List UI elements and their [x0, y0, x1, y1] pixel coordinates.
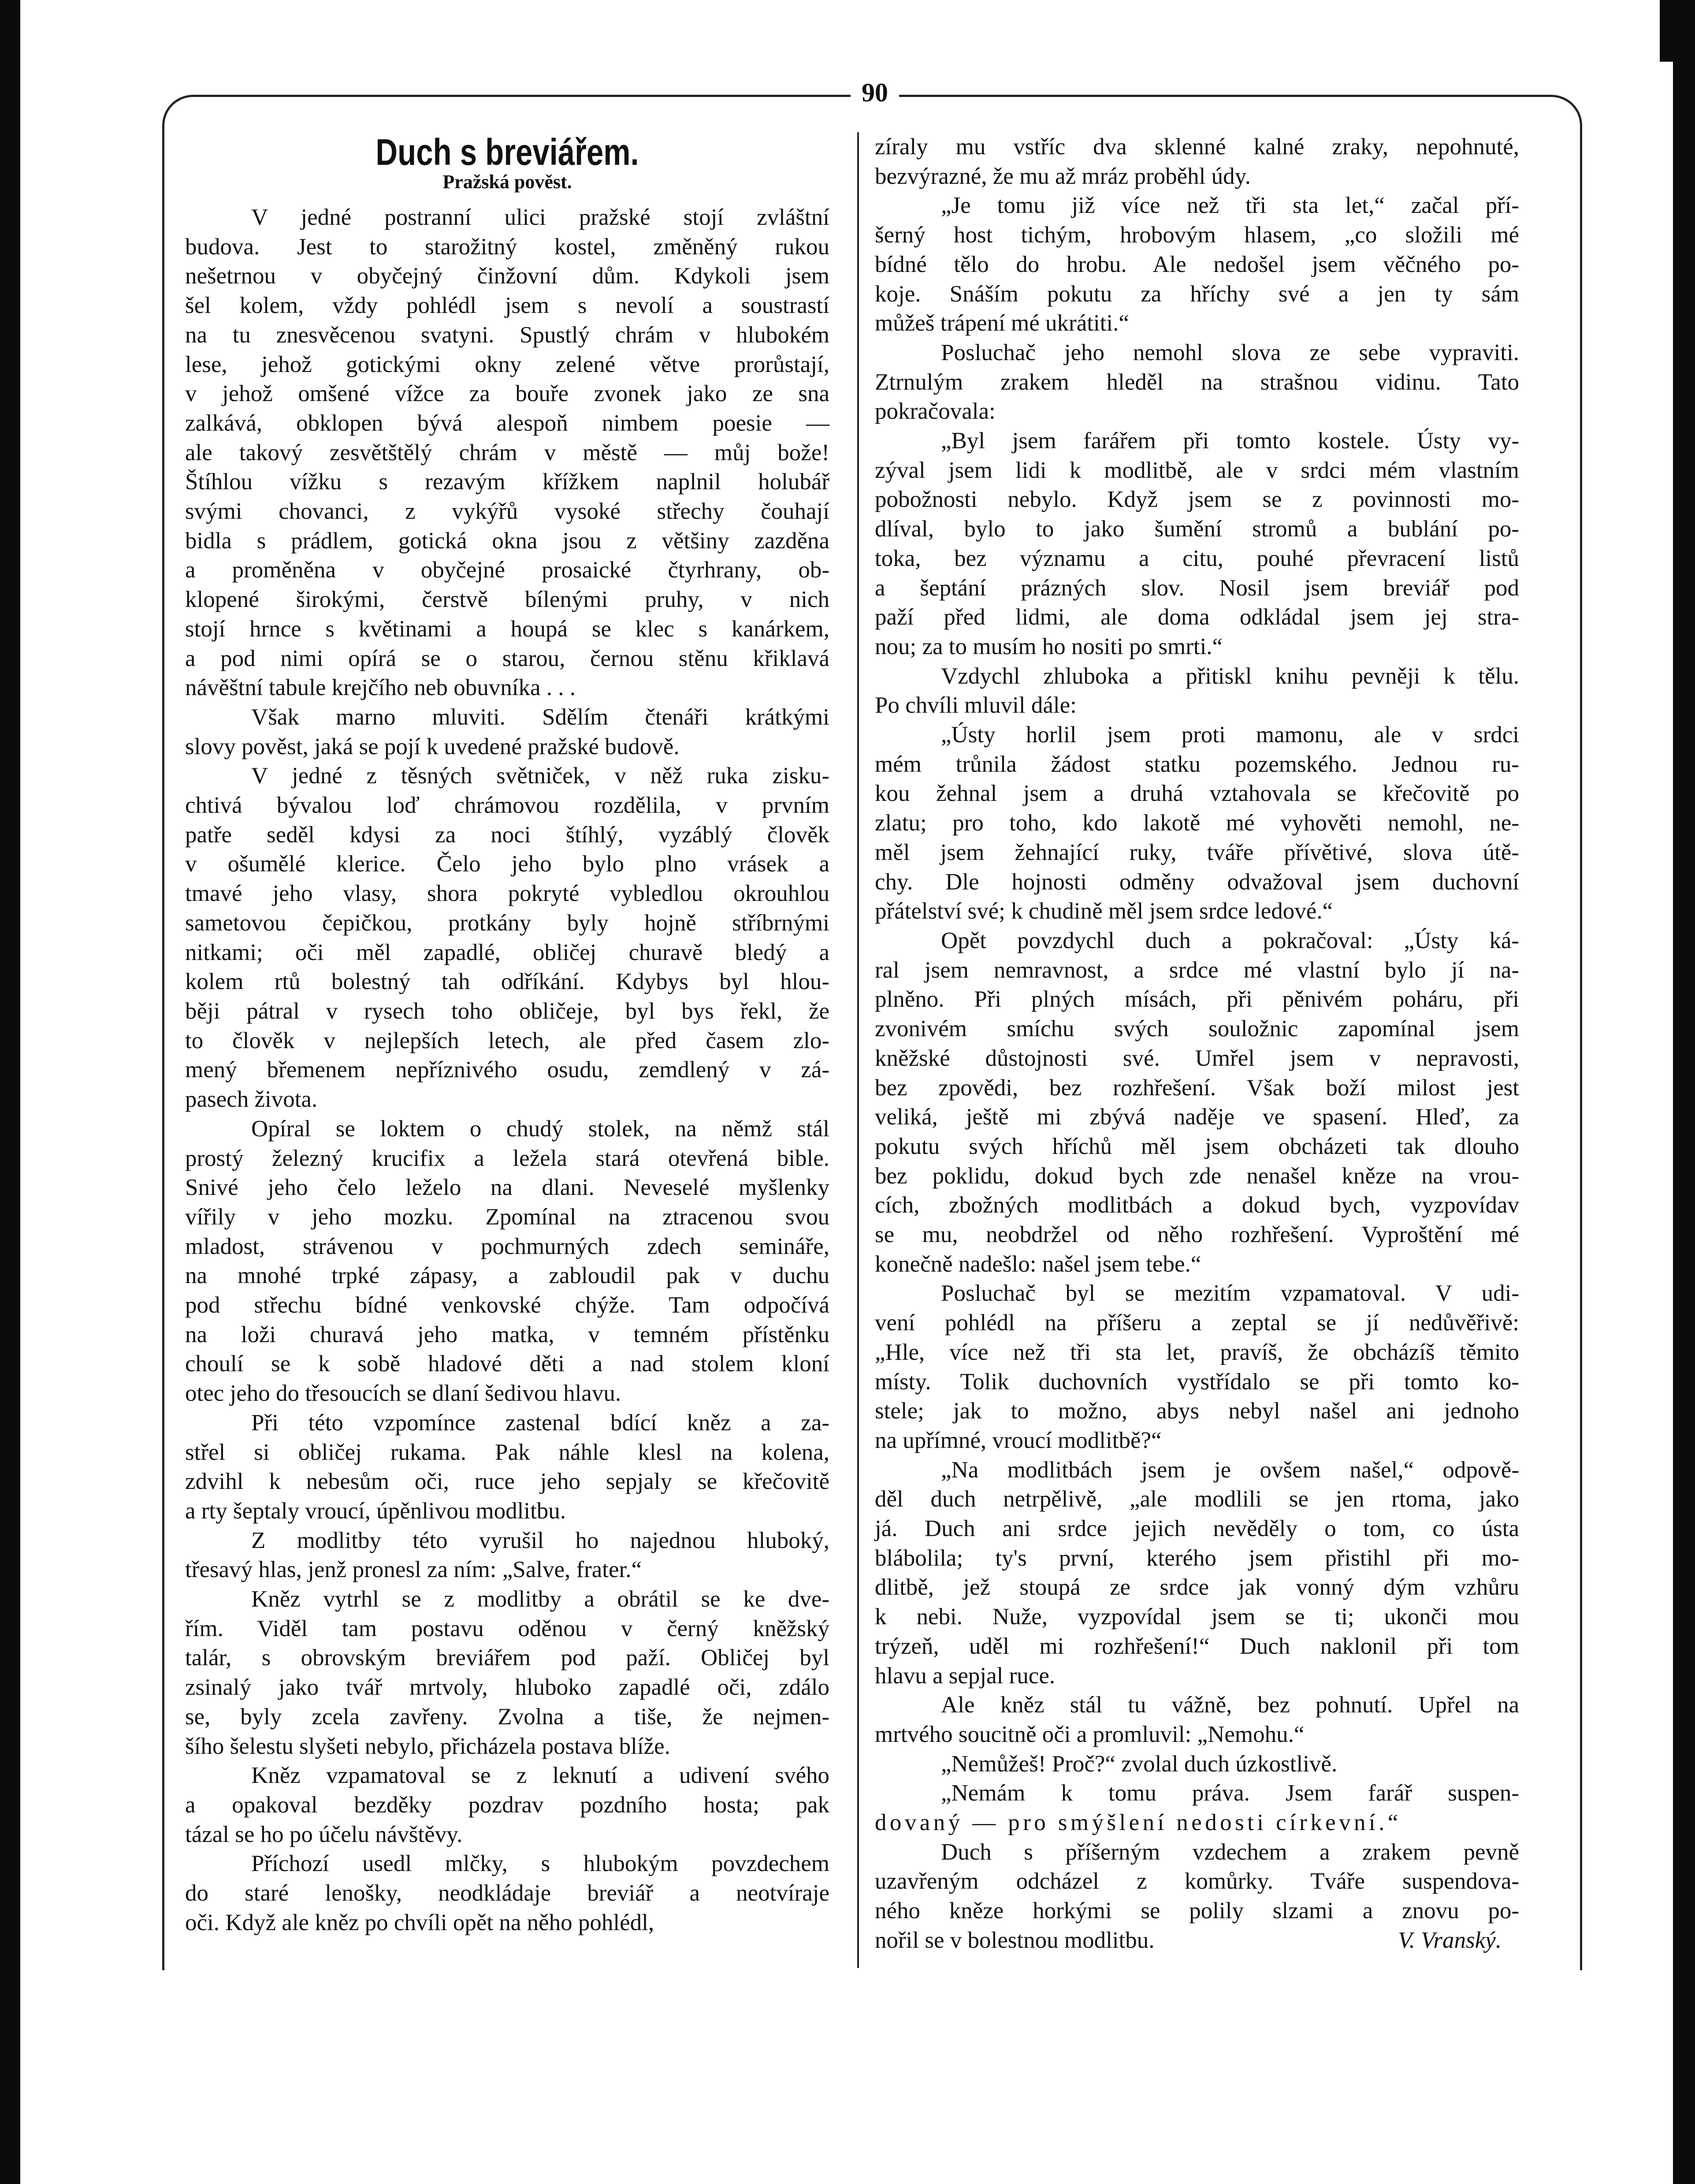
paragraph — [875, 426, 1519, 662]
text-line: běji pátral v rysech toho obličeje, byl bys řekl, že — [185, 998, 829, 1024]
text-line: v jehož omšené vížce za bouře zvonek jako ze sna — [185, 381, 829, 407]
text-line: Po chvíli mluvil dále: — [875, 692, 1077, 718]
paragraph — [875, 338, 1519, 426]
text-line: otec jeho do třesoucích se dlaní šedivou hlavu. — [185, 1380, 621, 1406]
paragraph — [185, 1408, 829, 1526]
paragraph — [185, 1761, 829, 1849]
text-line: a opakoval bezděky pozdrav pozdního hosta; pak — [185, 1792, 829, 1818]
text-line: stele; jak to možno, abys nebyl našel ani jednoho — [875, 1398, 1519, 1424]
right-column-text — [875, 132, 1519, 1955]
scan-border-right — [1673, 0, 1695, 2184]
text-line: šerný host tichým, hrobovým hlasem, „co složili mé — [875, 222, 1519, 248]
text-line: do staré lenošky, neodkládaje breviář a neotvíraje — [185, 1880, 829, 1906]
left-column — [185, 132, 829, 1937]
text-line: veliká, ještě mi zbývá naděje ve spasení. Hleď, za — [875, 1104, 1519, 1130]
text-line: mém trůnila žádost statku pozemského. Jednou ru- — [875, 751, 1519, 777]
author-signature: V. Vranský. — [1398, 1927, 1502, 1953]
text-line: střel si obličej rukama. Pak náhle klesl na kolena, — [185, 1439, 829, 1465]
text-line: nitkami; oči měl zapadlé, obličej churavě bledý a — [185, 939, 829, 965]
text-line: Kněz vytrhl se z modlitby a obrátil se ke dve- — [251, 1586, 829, 1612]
text-line: nešetrnou v obyčejný činžovní dům. Kdykoli jsem — [185, 263, 829, 289]
text-line: klopené širokými, čerstvě bílenými pruhy, v nich — [185, 587, 829, 613]
text-line: „Nemám k tomu práva. Jsem farář suspen- — [941, 1780, 1519, 1806]
text-line: zalkává, obklopen bývá alespoň nimbem poesie — — [185, 410, 829, 436]
text-line: můžeš trápení mé ukrátiti.“ — [875, 310, 1129, 336]
paragraph — [185, 1849, 829, 1937]
text-line: nou; za to musím ho nositi po smrti.“ — [875, 633, 1223, 659]
text-line: nořil se v bolestnou modlitbu. — [875, 1927, 1155, 1953]
scan-corner-top-right — [1660, 0, 1695, 62]
paragraph — [185, 1114, 829, 1408]
text-line: zvonivém smíchu svých souložnic zapomínal jsem — [875, 1016, 1519, 1042]
right-column — [875, 132, 1519, 1955]
text-line: Ale kněz stál tu vážně, bez pohnutí. Upřel na — [941, 1692, 1519, 1718]
text-line: kolem rtů bolestný tah odříkání. Kdybys byl hlou- — [185, 969, 829, 995]
text-line: se, byly zcela zavřeny. Zvolna a tiše, že nejmen- — [185, 1704, 829, 1730]
text-line: sametovou čepičkou, protkány byly hojně stříbrnými — [185, 910, 829, 936]
paragraph — [185, 703, 829, 761]
text-line: „Na modlitbách jsem je ovšem našel,“ odpově- — [941, 1457, 1519, 1483]
text-line: zsinalý jako tvář mrtvoly, hluboko zapadlé oči, zdálo — [185, 1674, 829, 1700]
text-line: svými chovanci, z vykýřů vysoké střechy čouhají — [185, 499, 829, 525]
paragraph — [875, 662, 1519, 720]
text-line: pobožnosti nebylo. Když jsem se z povinnosti mo- — [875, 487, 1519, 513]
text-line: Vzdychl zhluboka a přitiskl knihu pevněji k tělu. — [941, 663, 1519, 689]
text-line: pod střechu bídné venkovské chýže. Tam odpočívá — [185, 1292, 829, 1318]
text-line: hlavu a sepjal ruce. — [875, 1663, 1056, 1689]
text-line: vířily v jeho mozku. Zpomínal na ztracenou svou — [185, 1204, 829, 1230]
paragraph — [875, 926, 1519, 1279]
text-line: kou žehnal jsem a druhá vztahovala se křečovitě po — [875, 781, 1519, 807]
text-line: tázal se ho po účelu návštěvy. — [185, 1821, 463, 1847]
text-line: řím. Viděl tam postavu oděnou v černý kněžský — [185, 1615, 829, 1641]
text-line: místy. Tolik duchovních vystřídalo se při tomto ko- — [875, 1369, 1519, 1395]
text-line: budova. Jest to starožitný kostel, změněný rukou — [185, 234, 829, 260]
text-line: Z modlitby této vyrušil ho najednou hluboký, — [251, 1527, 829, 1553]
text-line: šel kolem, vždy pohlédl jsem s nevolí a soustrastí — [185, 293, 829, 319]
text-line: bídné tělo do hrobu. Ale nedošel jsem věčného po- — [875, 251, 1519, 277]
text-line: „Hle, více než tři sta let, pravíš, že obcházíš těmito — [875, 1339, 1519, 1365]
text-line: Opíral se loktem o chudý stolek, na němž stál — [251, 1116, 829, 1142]
text-line: toka, bez významu a citu, pouhé převracení listů — [875, 545, 1519, 571]
paragraph — [875, 1690, 1519, 1749]
text-line: bezvýrazné, že mu až mráz proběhl údy. — [875, 163, 1251, 189]
text-line: trýzeň, uděl mi rozhřešení!“ Duch naklonil při tom — [875, 1633, 1519, 1659]
text-line: chtivá bývalou loď chrámovou rozdělila, v prvním — [185, 792, 829, 819]
text-line: a proměněna v obyčejné prosaické čtyrhrany, ob- — [185, 557, 829, 583]
text-line: k nebi. Nuže, vyzpovídal jsem se ti; ukonči mou — [875, 1604, 1519, 1630]
text-line: mladost, strávenou v pochmurných zdech semináře, — [185, 1233, 829, 1259]
text-line: Při této vzpomínce zastenal bdící kněz a za- — [251, 1410, 829, 1436]
text-line: ného kněze horkými se polily slzami a znovu po- — [875, 1898, 1519, 1924]
text-line: na tu znesvěcenou svatyni. Spustlý chrám v hlubokém — [185, 322, 829, 348]
text-line: zýval jsem lidi k modlitbě, ale v srdci mém vlastním — [875, 457, 1519, 483]
text-line: talár, s obrovským breviářem pod paží. Obličej byl — [185, 1645, 829, 1671]
paragraph — [875, 132, 1519, 191]
text-line: dovaný — pro smýšlení nedosti církevní.“ — [875, 1810, 1401, 1836]
paragraph — [875, 1778, 1519, 1837]
paragraph — [185, 761, 829, 1114]
text-line: lese, jehož gotickými okny zelené větve prorůstají, — [185, 351, 829, 377]
text-line: vení pohlédl na příšeru a zeptal se jí nedůvěřivě: — [875, 1310, 1519, 1336]
text-line: cích, zbožných modlitbách a dokud bych, vyzpovídav — [875, 1192, 1519, 1218]
text-line: uzavřeným odcházel z komůrky. Tváře suspendova- — [875, 1868, 1519, 1894]
text-line: dlitbě, jež stoupá ze srdce jak vonný dým vzhůru — [875, 1574, 1519, 1600]
text-line: to člověk v nejlepších letech, ale před časem zlo- — [185, 1027, 829, 1053]
text-line: „Ústy horlil jsem proti mamonu, ale v srdci — [941, 722, 1519, 748]
column-divider — [857, 132, 859, 1968]
text-line: děl duch netrpělivě, „ale modlili se jen rtoma, jako — [875, 1486, 1519, 1512]
text-line: na upřímné, vroucí modlitbě?“ — [875, 1427, 1162, 1453]
text-line: choulí se k sobě hladové děti a nad stolem kloní — [185, 1351, 829, 1377]
text-line: „Je tomu již více než tři sta let,“ začal pří- — [941, 193, 1519, 219]
paragraph — [875, 720, 1519, 926]
text-line: prostý železný krucifix a ležela stará otevřená bible. — [185, 1145, 829, 1171]
text-line: V jedné z těsných světniček, v něž ruka zisku- — [251, 763, 829, 789]
paragraph — [875, 1838, 1519, 1955]
paragraph — [185, 203, 829, 703]
text-line: chy. Dle hojnosti odměny odvažoval jsem duchovní — [875, 869, 1519, 895]
text-line: bez poklidu, dokud bych zde nenašel kněze na vrou- — [875, 1163, 1519, 1189]
text-line: se mu, neobdržel od něho rozhřešení. Vyproštění mé — [875, 1222, 1519, 1248]
paragraph — [185, 1585, 829, 1761]
text-line: oči. Když ale kněz po chvíli opět na něho pohlédl, — [185, 1909, 654, 1935]
text-line: tmavé jeho vlasy, shora pokryté vybledlou okrouhlou — [185, 881, 829, 907]
text-line: patře seděl kdysi za noci štíhlý, vyzáblý člověk — [185, 822, 829, 848]
text-line: Duch s příšerným vzdechem a zrakem pevně — [941, 1839, 1519, 1865]
text-line: koje. Snáším pokutu za hříchy své a jen ty sám — [875, 281, 1519, 307]
text-line: „Byl jsem farářem při tomto kostele. Ústy vy- — [941, 428, 1519, 454]
text-line: „Nemůžeš! Proč?“ zvolal duch úzkostlivě. — [941, 1751, 1338, 1777]
text-line: konečně nadešlo: našel jsem tebe.“ — [875, 1251, 1201, 1277]
paragraph — [875, 1455, 1519, 1691]
text-line: Posluchač jeho nemohl slova ze sebe vypraviti. — [941, 339, 1519, 365]
text-line: bidla s prádlem, gotická okna jsou z většiny zazděna — [185, 528, 829, 554]
text-line: šího šelestu slyšeti nebylo, přicházela postava blíže. — [185, 1733, 670, 1759]
text-line: pasech života. — [185, 1086, 318, 1112]
paragraph — [875, 191, 1519, 338]
text-line: Však marno mluviti. Sdělím čtenáři krátkými — [251, 704, 829, 730]
text-line: V jedné postranní ulici pražské stojí zvláštní — [251, 205, 829, 230]
text-line: kněžské důstojnosti své. Umřel jsem v nepravosti, — [875, 1045, 1519, 1071]
text-line: a pod nimi opírá se o starou, černou stěnu křiklavá — [185, 645, 829, 671]
text-line: měl jsem žehnající ruky, tváře přívětivé, slova útě- — [875, 839, 1519, 865]
text-line: a šeptání prázných slov. Nosil jsem breviář pod — [875, 575, 1519, 601]
paragraph — [185, 1526, 829, 1585]
text-line: Posluchač byl se mezitím vzpamatoval. V udi- — [941, 1280, 1519, 1306]
text-line: přátelství své; k chudině měl jsem srdce ledové.“ — [875, 898, 1333, 924]
left-column-text — [185, 203, 829, 1937]
text-line: dlíval, bylo to jako šumění stromů a bublání po- — [875, 516, 1519, 542]
text-line: Snivé jeho čelo leželo na dlani. Neveselé myšlenky — [185, 1175, 829, 1201]
text-line: na mnohé trpké zápasy, a zabloudil pak v duchu — [185, 1263, 829, 1289]
article-title: Duch s breviářem. — [375, 131, 639, 173]
text-line: bez zpovědi, bez rozhřešení. Však boží milost jest — [875, 1075, 1519, 1101]
text-line: zíraly mu vstříc dva sklenné kalné zraky, nepohnuté, — [875, 134, 1519, 160]
text-line: ral jsem nemravnost, a srdce mé vlastní bylo jí na- — [875, 957, 1519, 983]
text-line: Štíhlou vížku s rezavým křížkem naplnil holubář — [185, 469, 829, 495]
text-line: zlatu; pro toho, kdo lakotě mé vyhověti nemohl, ne- — [875, 810, 1519, 836]
text-line: blábolila; ty's první, kterého jsem přistihl při mo- — [875, 1545, 1519, 1571]
text-line: plněno. Při plných mísách, při pěnivém poháru, při — [875, 986, 1519, 1012]
text-line: Kněz vzpamatoval se z leknutí a udivení svého — [251, 1763, 829, 1789]
text-line: ale takový zesvětštělý chrám v městě — můj bože! — [185, 439, 829, 465]
text-line: třesavý hlas, jenž pronesl za ním: „Salve, frater.“ — [185, 1557, 642, 1583]
text-line: stojí hrnce s květinami a houpá se klec s kanárkem, — [185, 616, 829, 642]
scan-border-left — [0, 0, 20, 2184]
text-line: návěštní tabule krejčího neb obuvníka . . . — [185, 675, 576, 701]
text-line: slovy pověst, jaká se pojí k uvedené pražské budově. — [185, 733, 680, 759]
text-line: Opět povzdychl duch a pokračoval: „Ústy ká- — [941, 927, 1519, 953]
paragraph — [875, 1279, 1519, 1455]
text-line: v ošumělé klerice. Čelo jeho bylo plno vrásek a — [185, 851, 829, 877]
paragraph — [875, 1749, 1519, 1779]
text-line: a rty šeptaly vroucí, úpěnlivou modlitbu. — [185, 1498, 566, 1524]
text-line: mený břemenem nepříznivého osudu, zemdlený v zá- — [185, 1057, 829, 1083]
page-number: 90 — [851, 71, 899, 115]
text-line: zdvihl k nebesům oči, ruce jeho sepjaly se křečovitě — [185, 1469, 829, 1495]
text-line: Příchozí usedl mlčky, s hlubokým povzdechem — [251, 1851, 829, 1877]
article-subtitle: Pražská pověst. — [442, 171, 572, 193]
text-line: Ztrnulým zrakem hleděl na strašnou vidinu. Tato — [875, 369, 1519, 395]
text-line: paží před lidmi, ale doma odkládal jsem jej stra- — [875, 604, 1519, 630]
text-line: pokutu svých hříchů měl jsem obcházeti tak dlouho — [875, 1133, 1519, 1159]
text-line: mrtvého soucitně oči a promluvil: „Nemohu.“ — [875, 1721, 1305, 1747]
text-line: na loži churavá jeho matka, v temném přístěnku — [185, 1321, 829, 1347]
text-line: pokračovala: — [875, 398, 996, 424]
text-line: já. Duch ani srdce jejich nevěděly o tom, co ústa — [875, 1516, 1519, 1542]
